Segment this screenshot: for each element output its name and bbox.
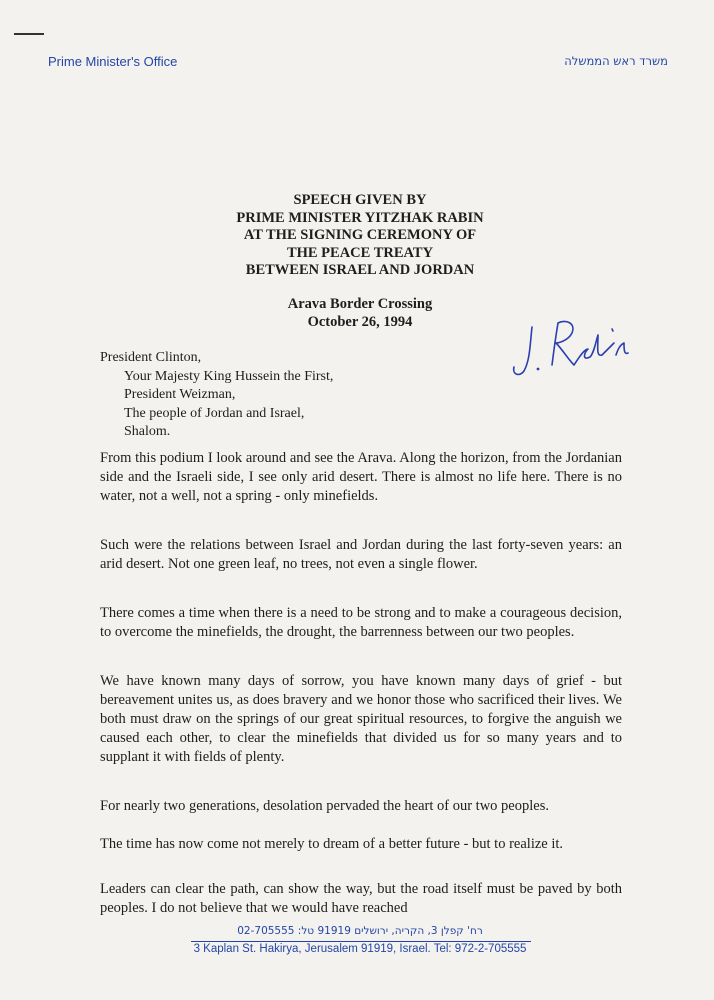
title-line: THE PEACE TREATY (286, 244, 434, 261)
letterhead-office-en: Prime Minister's Office (48, 54, 178, 69)
paragraph: For nearly two generations, desolation pervaded the heart of our two peoples. (100, 798, 549, 814)
paragraph: Such were the relations between Israel and Jordan during the last forty-seven years: an arid desert. Not one green leaf, no trees, not even a single flower. (100, 537, 622, 572)
salutation-block (100, 349, 333, 442)
speech-title (180, 192, 540, 280)
title-line: BETWEEN ISRAEL AND JORDAN (245, 262, 475, 278)
title-line: AT THE SIGNING CEREMONY OF (243, 227, 477, 243)
corner-mark (14, 33, 44, 35)
paragraph: There comes a time when there is a need to be strong and to make a courageous decision, to overcome the minefields, the drought, the barrenness between our two peoples. (100, 605, 622, 640)
salutation-line: Your Majesty King Hussein the First, (124, 368, 334, 384)
date: October 26, 1994 (307, 313, 413, 330)
paragraph: From this podium I look around and see the Arava. Along the horizon, from the Jordanian side and the Israeli side, I see only arid desert. There is almost no life here. There is no water, not a well, not a spring - only minefields. (100, 450, 622, 504)
place-and-date (180, 296, 540, 331)
salutation-line: President Clinton, (100, 350, 202, 365)
footer-address-he: רח' קפלן 3, הקריה, ירושלים 91919 טל: 02-705555 (237, 925, 483, 937)
paragraph: Leaders can clear the path, can show the way, but the road itself must be paved by both peoples. I do not believe that we would have reached (100, 881, 622, 916)
salutation-line: President Weizman, (124, 387, 236, 402)
footer-rule (191, 941, 531, 942)
salutation-line: The people of Jordan and Israel, (124, 405, 305, 421)
handwritten-signature (500, 305, 630, 385)
location: Arava Border Crossing (287, 296, 433, 312)
title-line: PRIME MINISTER YITZHAK RABIN (236, 209, 484, 226)
footer-address-en: 3 Kaplan St. Hakirya, Jerusalem 91919, Israel. Tel: 972-2-705555 (193, 943, 527, 955)
salutation-line: Shalom. (124, 424, 171, 439)
letterhead-office-he: משרד ראש הממשלה (564, 54, 668, 68)
title-line: SPEECH GIVEN BY (293, 192, 427, 208)
paragraph: The time has now come not merely to dream of a better future - but to realize it. (100, 836, 564, 852)
paragraph: We have known many days of sorrow, you have known many days of grief - but bereavement unites us, as does bravery and we honor those who sacrificed their lives. We both must draw on the springs of our great spiritual resources, to forgive the anguish we caused each other, to clear the minefields that divided us for so many years and to supplant it with fields of plenty. (100, 673, 622, 765)
